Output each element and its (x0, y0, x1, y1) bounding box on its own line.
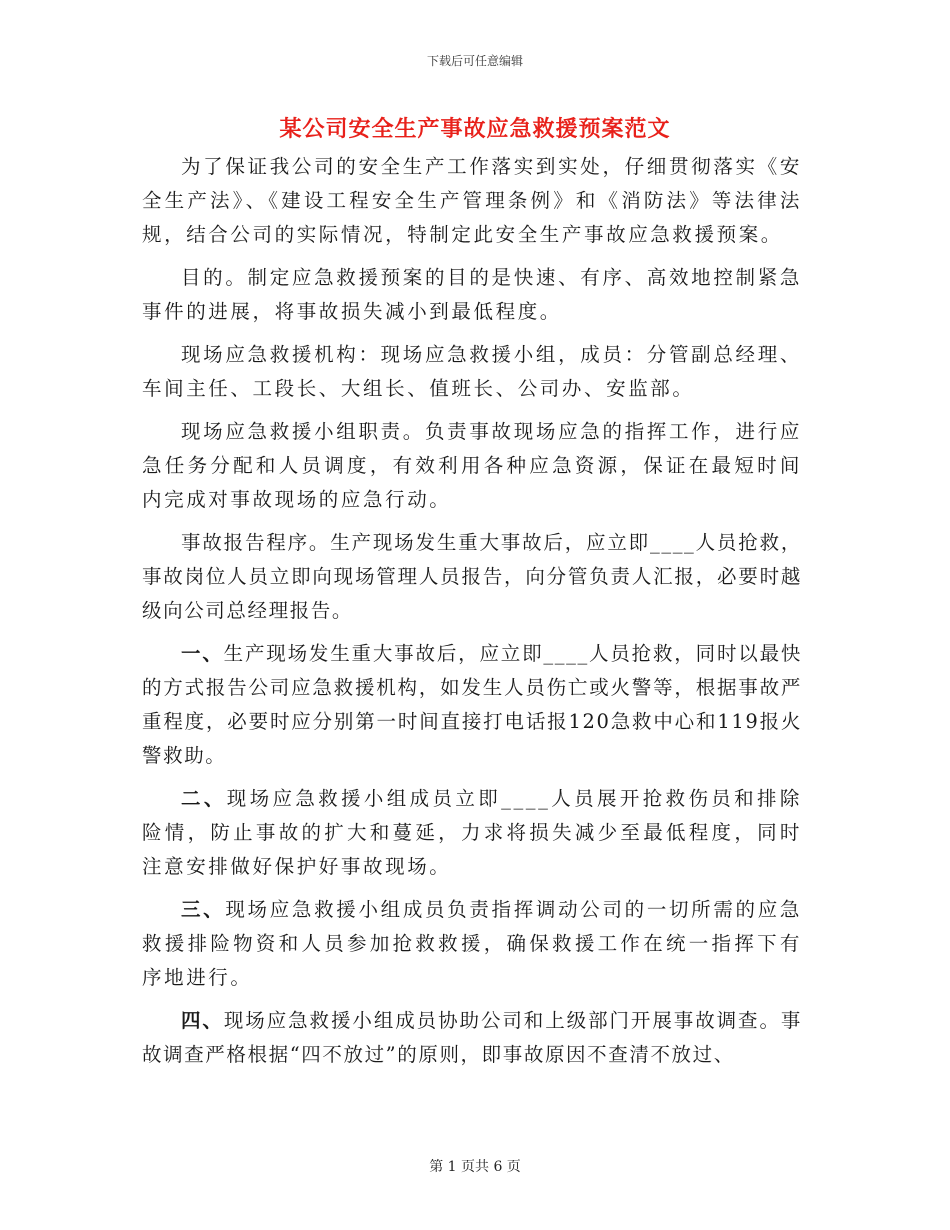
paragraph-text: 现场应急救援小组成员协助公司和上级部门开展事故调查。事故调查严格根据“四不放过”的原则，即事故原因不查清不放过、 (142, 1009, 803, 1066)
paragraph-reporting-procedure (142, 526, 802, 628)
paragraph-item-2 (142, 782, 802, 884)
page-number-indicator: 第 1 页共 6 页 (429, 1159, 521, 1175)
paragraph-item-3 (142, 893, 802, 995)
paragraph-intro (142, 150, 802, 252)
document-title: 某公司安全生产事故应急救援预案范文 (279, 116, 671, 142)
page-header-note: 下载后可任意编辑 (426, 54, 523, 68)
paragraph-item-4 (142, 1004, 802, 1072)
item-number: 四、 (181, 1009, 224, 1032)
paragraph-text: 现场应急救援机构：现场应急救援小组，成员：分管副总经理、车间主任、工段长、大组长、值班长、公司办、安监部。 (142, 343, 802, 400)
paragraph-item-1 (142, 637, 802, 773)
paragraph-text: 为了保证我公司的安全生产工作落实到实处，仔细贯彻落实《安全生产法》、《建设工程安全生产管理条例》和《消防法》等法律法规，结合公司的实际情况，特制定此安全生产事故应急救援预案。 (142, 155, 802, 246)
document-body (142, 150, 802, 1081)
paragraph-text: 现场应急救援小组成员负责指挥调动公司的一切所需的应急救援排险物资和人员参加抢救救援，确保救援工作在统一指挥下有序地进行。 (142, 898, 803, 989)
paragraph-text: 事故报告程序。生产现场发生重大事故后，应立即____人员抢救，事故岗位人员立即向现场管理人员报告，向分管负责人汇报，必要时越级向公司总经理报告。 (142, 531, 802, 622)
paragraph-purpose (142, 261, 802, 329)
paragraph-text: 生产现场发生重大事故后，应立即____人员抢救，同时以最快的方式报告公司应急救援机构，如发生人员伤亡或火警等，根据事故严重程度，必要时应分别第一时间直接打电话报120急救中心和119报火警救助。 (142, 642, 802, 767)
paragraph-text: 现场应急救援小组职责。负责事故现场应急的指挥工作，进行应急任务分配和人员调度，有效利用各种应急资源，保证在最短时间内完成对事故现场的应急行动。 (142, 420, 802, 511)
item-number: 一、 (181, 642, 224, 665)
paragraph-responsibilities (142, 415, 802, 517)
item-number: 三、 (181, 898, 226, 921)
paragraph-organization (142, 338, 802, 406)
paragraph-text: 现场应急救援小组成员立即____人员展开抢救伤员和排除险情，防止事故的扩大和蔓延，力求将损失减少至最低程度，同时注意安排做好保护好事故现场。 (142, 787, 803, 878)
paragraph-text: 目的。制定应急救援预案的目的是快速、有序、高效地控制紧急事件的进展，将事故损失减小到最低程度。 (142, 266, 802, 323)
item-number: 二、 (181, 787, 227, 810)
